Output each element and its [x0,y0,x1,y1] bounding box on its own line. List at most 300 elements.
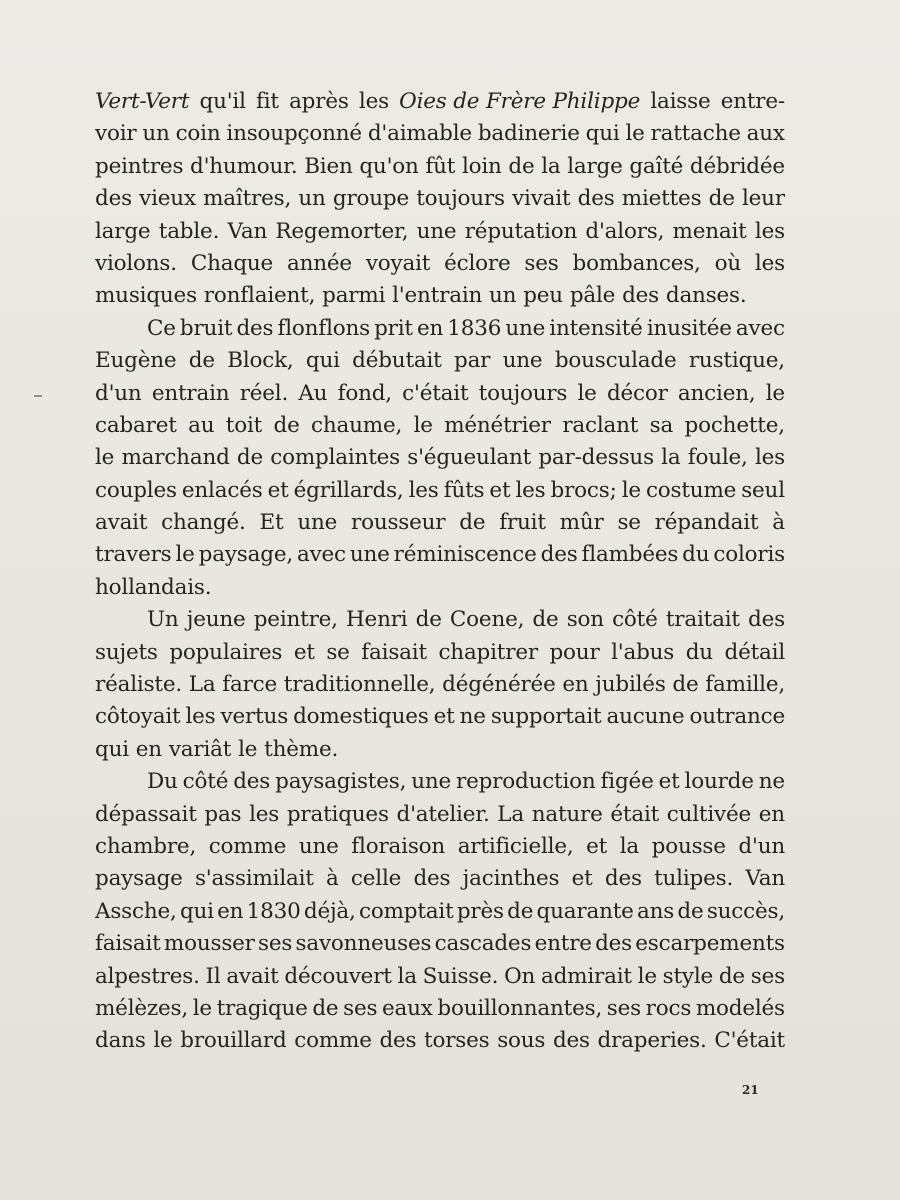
word: se [617,510,641,536]
word: des [622,283,659,309]
text-line [95,507,785,539]
text-line [95,183,785,215]
word: des [540,542,578,568]
text-line [95,1025,785,1057]
word: brocs; [550,477,617,503]
word: aucune [606,704,685,730]
word: les [249,801,280,827]
word: qui [179,898,214,924]
word: réaliste. [95,672,183,698]
word: ans [637,898,675,924]
word: les [408,477,439,503]
word: supportait [490,704,602,730]
word: et [658,769,680,795]
word: des [577,186,615,212]
word: le [413,412,433,438]
word: cultivée [666,801,752,827]
word: rustique, [688,348,785,374]
word: pour [549,639,600,665]
text-line [95,766,785,798]
word: insoupçonné [226,121,362,147]
word: réminiscence [393,542,537,568]
word: chapitrer [438,639,538,665]
word: d'humour. [190,153,298,179]
word: découvert [284,963,392,989]
word: dégénérée [442,672,556,698]
word: une [416,218,457,244]
word: maîtres, [203,186,292,212]
word: un [489,283,517,309]
word: parmi [322,283,386,309]
text-line [95,410,785,442]
word: celle [350,866,402,892]
word: populaires [169,639,283,665]
word: Assche, [95,898,177,924]
word: vivait [512,186,571,212]
word: et [267,477,289,503]
word: qui [585,121,620,147]
word: laisse [650,89,711,114]
word: large [567,153,623,179]
word: entre [534,931,592,957]
word: le [95,445,115,471]
word: thème. [264,736,339,762]
word: détail [724,639,785,665]
word: mousser [163,931,255,957]
word: table. [158,218,220,244]
text-line [95,86,785,118]
word: côté [612,607,658,633]
word: en [135,736,162,762]
word: Regemorter, [275,218,409,244]
word: de [188,348,215,374]
word: violons. [95,250,177,276]
word: toit [225,412,263,438]
word: tulipes. [654,866,734,892]
word: On [504,963,536,989]
word: ses [258,931,293,957]
word: le [153,1028,173,1054]
word: sa [649,412,674,438]
word: badinerie [477,121,580,147]
word: Van [227,218,268,244]
word: famille, [705,672,785,698]
word: escarpements [635,931,785,957]
word: C'était [714,1028,785,1054]
word: d'un [95,380,142,406]
text-line [95,863,785,895]
text-line [95,539,785,571]
word: de [677,898,704,924]
word: la [619,833,640,859]
word: Van [745,866,785,892]
word: en [562,672,589,698]
word: enlacés [181,477,263,503]
word: d'atelier. [396,801,490,827]
word: qu'on [359,153,419,179]
word: par-dessus [538,445,654,471]
word: Suisse. [422,963,499,989]
word: danses. [665,283,747,309]
word: de [708,186,735,212]
word: succès, [706,898,785,924]
word: un [298,186,326,212]
text-line [95,151,785,183]
word: bouillonnantes, [437,995,603,1021]
word: peintres [95,153,184,179]
word: une [349,542,390,568]
word: avec [735,315,785,341]
word: en [217,898,244,924]
word: travers [95,542,172,568]
word: les [185,704,216,730]
word: pochette, [684,412,785,438]
word: le [625,121,645,147]
word: débutait [352,348,442,374]
word: menait [672,218,747,244]
word: Block, [227,348,294,374]
word: d'alors, [585,218,665,244]
word: une [411,769,452,795]
word: côtoyait [95,704,181,730]
word: se [326,639,350,665]
word: son [566,607,604,633]
word: aux [746,121,785,147]
text-line [95,280,785,312]
word: de [532,607,559,633]
word: était [610,801,660,827]
word: Chaque [190,250,274,276]
word: musiques [95,283,197,309]
word: et [586,833,608,859]
word: sous [497,1028,546,1054]
word: ménétrier [444,412,551,438]
word: pas [204,801,242,827]
word: ses [524,250,559,276]
word: 1836 [447,315,502,341]
word: paysage [95,866,183,892]
word: Il [205,963,221,989]
word: prit [374,315,413,341]
word: Du [147,769,178,795]
text-line [95,799,785,831]
word: égrillards, [293,477,404,503]
word: chambre, [95,833,197,859]
word: les [754,218,785,244]
word: peintre, [253,607,338,633]
word: bousculade [554,348,677,374]
word: une [502,348,543,374]
word: et [433,704,455,730]
word: une [298,833,339,859]
word: rocs [645,995,692,1021]
word: dépassait [95,801,197,827]
word: s'égueulant [407,445,532,471]
word: et [489,477,511,503]
word: des [379,1028,417,1054]
word: Eugène [95,348,177,374]
word: costume [645,477,737,503]
page-number: 21 [742,1083,759,1097]
word: marchand [121,445,230,471]
word: Ce [147,315,176,341]
word: admirait [540,963,632,989]
word: Coene, [449,607,525,633]
word: draperies. [597,1028,707,1054]
word: l'abus [611,639,675,665]
word: jeune [186,607,246,633]
word: de [672,672,699,698]
word: les [515,477,546,503]
word: une [505,315,546,341]
word: flambées [581,542,679,568]
word: éclore [444,250,511,276]
word: Un [147,607,179,633]
word: intensité [549,315,643,341]
word: qui [305,348,340,374]
word: fûts [443,477,485,503]
word: comptait [359,898,454,924]
word: Au [298,380,328,406]
word: avait [226,963,279,989]
word: des [95,186,132,212]
word: de [507,898,534,924]
word: savonneuses [295,931,432,957]
word: déjà, [303,898,356,924]
word: des [236,315,274,341]
text-line [95,572,785,604]
word: foule, [687,445,748,471]
word: ne [459,704,486,730]
word: l'entrain [392,283,483,309]
word: Oies de Frère Philippe [399,89,641,114]
text-line [95,896,785,928]
word: rattache [650,121,741,147]
word: fit [255,89,279,114]
word: mûr [559,510,604,536]
word: réel. [239,380,289,406]
word: faisait [361,639,427,665]
word: complaintes [270,445,400,471]
word: outrance [689,704,785,730]
word: dans [95,1028,146,1054]
word: de [508,153,535,179]
word: style [662,963,714,989]
text-line [95,701,785,733]
word: pousse [651,833,726,859]
word: avec [296,542,346,568]
word: groupe [332,186,409,212]
word: en [758,801,785,827]
word: fond, [337,380,392,406]
word: le [621,477,641,503]
text-line [95,831,785,863]
word: gaîté [629,153,684,179]
word: leur [741,186,785,212]
word: réputation [464,218,578,244]
word: cascades [434,931,532,957]
word: des [552,1028,590,1054]
word: fruit [499,510,546,536]
word: les [754,250,785,276]
word: paysage, [198,542,293,568]
word: voir [95,121,137,147]
word: hollandais. [95,574,212,600]
word: torses [424,1028,490,1054]
word: de [273,412,300,438]
word: après [289,89,349,114]
margin-mark [34,395,42,397]
word: des [595,931,632,957]
word: une [297,510,338,536]
word: raclant [562,412,639,438]
word: des [233,769,271,795]
word: les [754,445,785,471]
word: ses [343,995,378,1021]
word: seul [741,477,785,503]
word: flonflons [277,315,370,341]
word: lourde [684,769,754,795]
word: nature [531,801,603,827]
word: du [685,639,713,665]
word: du [682,542,710,568]
word: traitait [665,607,740,633]
word: ancien, [677,380,756,406]
word: rousseur [351,510,446,536]
word: couples [95,477,177,503]
word: un [142,121,170,147]
word: modelés [695,995,785,1021]
word: tragique [216,995,308,1021]
word: le [175,542,195,568]
word: le [238,736,258,762]
text-line [95,734,785,766]
word: toujours [416,186,505,212]
word: comme [294,1028,372,1054]
word: traditionnelle, [283,672,436,698]
word: artificielle, [457,833,574,859]
word: la [397,963,417,989]
text-line [95,345,785,377]
text-line [95,248,785,280]
word: au [188,412,215,438]
word: loin [461,153,502,179]
word: des [604,866,642,892]
word: Bien [304,153,353,179]
word: cabaret [95,412,177,438]
word: pâle [569,283,616,309]
word: côté [182,769,229,795]
word: large [95,218,151,244]
text-line [95,669,785,701]
word: coloris [713,542,785,568]
word: le [192,995,212,1021]
word: figée [600,769,654,795]
word: ronflaient, [203,283,316,309]
word: des [413,866,451,892]
word: ses [606,995,641,1021]
word: de [236,445,263,471]
word: et [571,866,593,892]
word: farce [222,672,278,698]
word: c'était [402,380,469,406]
word: débridée [689,153,785,179]
word: vertus [220,704,289,730]
word: fût [425,153,456,179]
text-line [95,475,785,507]
word: près [456,898,504,924]
word: où [714,250,741,276]
word: eaux [382,995,433,1021]
word: le [577,380,597,406]
word: domestiques [293,704,429,730]
word: peu [523,283,563,309]
word: 1830 [246,898,301,924]
word: le [637,963,657,989]
text-line [95,313,785,345]
word: s'assimilait [194,866,314,892]
text-line [95,961,785,993]
word: par [454,348,491,374]
word: miettes [621,186,702,212]
text-line [95,637,785,669]
word: chaume, [311,412,403,438]
word: inusitée [646,315,732,341]
word: brouillard [180,1028,287,1054]
word: des [748,607,785,633]
word: entrain [151,380,230,406]
word: la [541,153,561,179]
word: pratiques [286,801,389,827]
word: bruit [179,315,233,341]
word: changé. [161,510,246,536]
word: de [312,995,339,1021]
word: avait [95,510,148,536]
word: paysagistes, [275,769,407,795]
word: de [718,963,745,989]
text-line [95,442,785,474]
word: à [772,510,785,536]
word: de [459,510,486,536]
word: voyait [365,250,431,276]
word: ses [750,963,785,989]
word: entre- [720,89,785,114]
word: reproduction [456,769,596,795]
word: floraison [351,833,446,859]
word: le [765,380,785,406]
text-line [95,378,785,410]
word: d'un [738,833,785,859]
word: comme [208,833,287,859]
word: toujours [478,380,568,406]
word: d'aimable [367,121,472,147]
word: ne [758,769,785,795]
word: quarante [536,898,634,924]
word: les [358,89,389,114]
word: décor [606,380,668,406]
text-line [95,216,785,248]
text-line [95,604,785,636]
word: à [326,866,339,892]
word: faisait [95,931,161,957]
word: qu'il [199,89,246,114]
body-text [95,86,785,1058]
word: et [293,639,315,665]
word: la [661,445,681,471]
word: de [415,607,442,633]
word: répandait [654,510,759,536]
word: bombances, [572,250,701,276]
